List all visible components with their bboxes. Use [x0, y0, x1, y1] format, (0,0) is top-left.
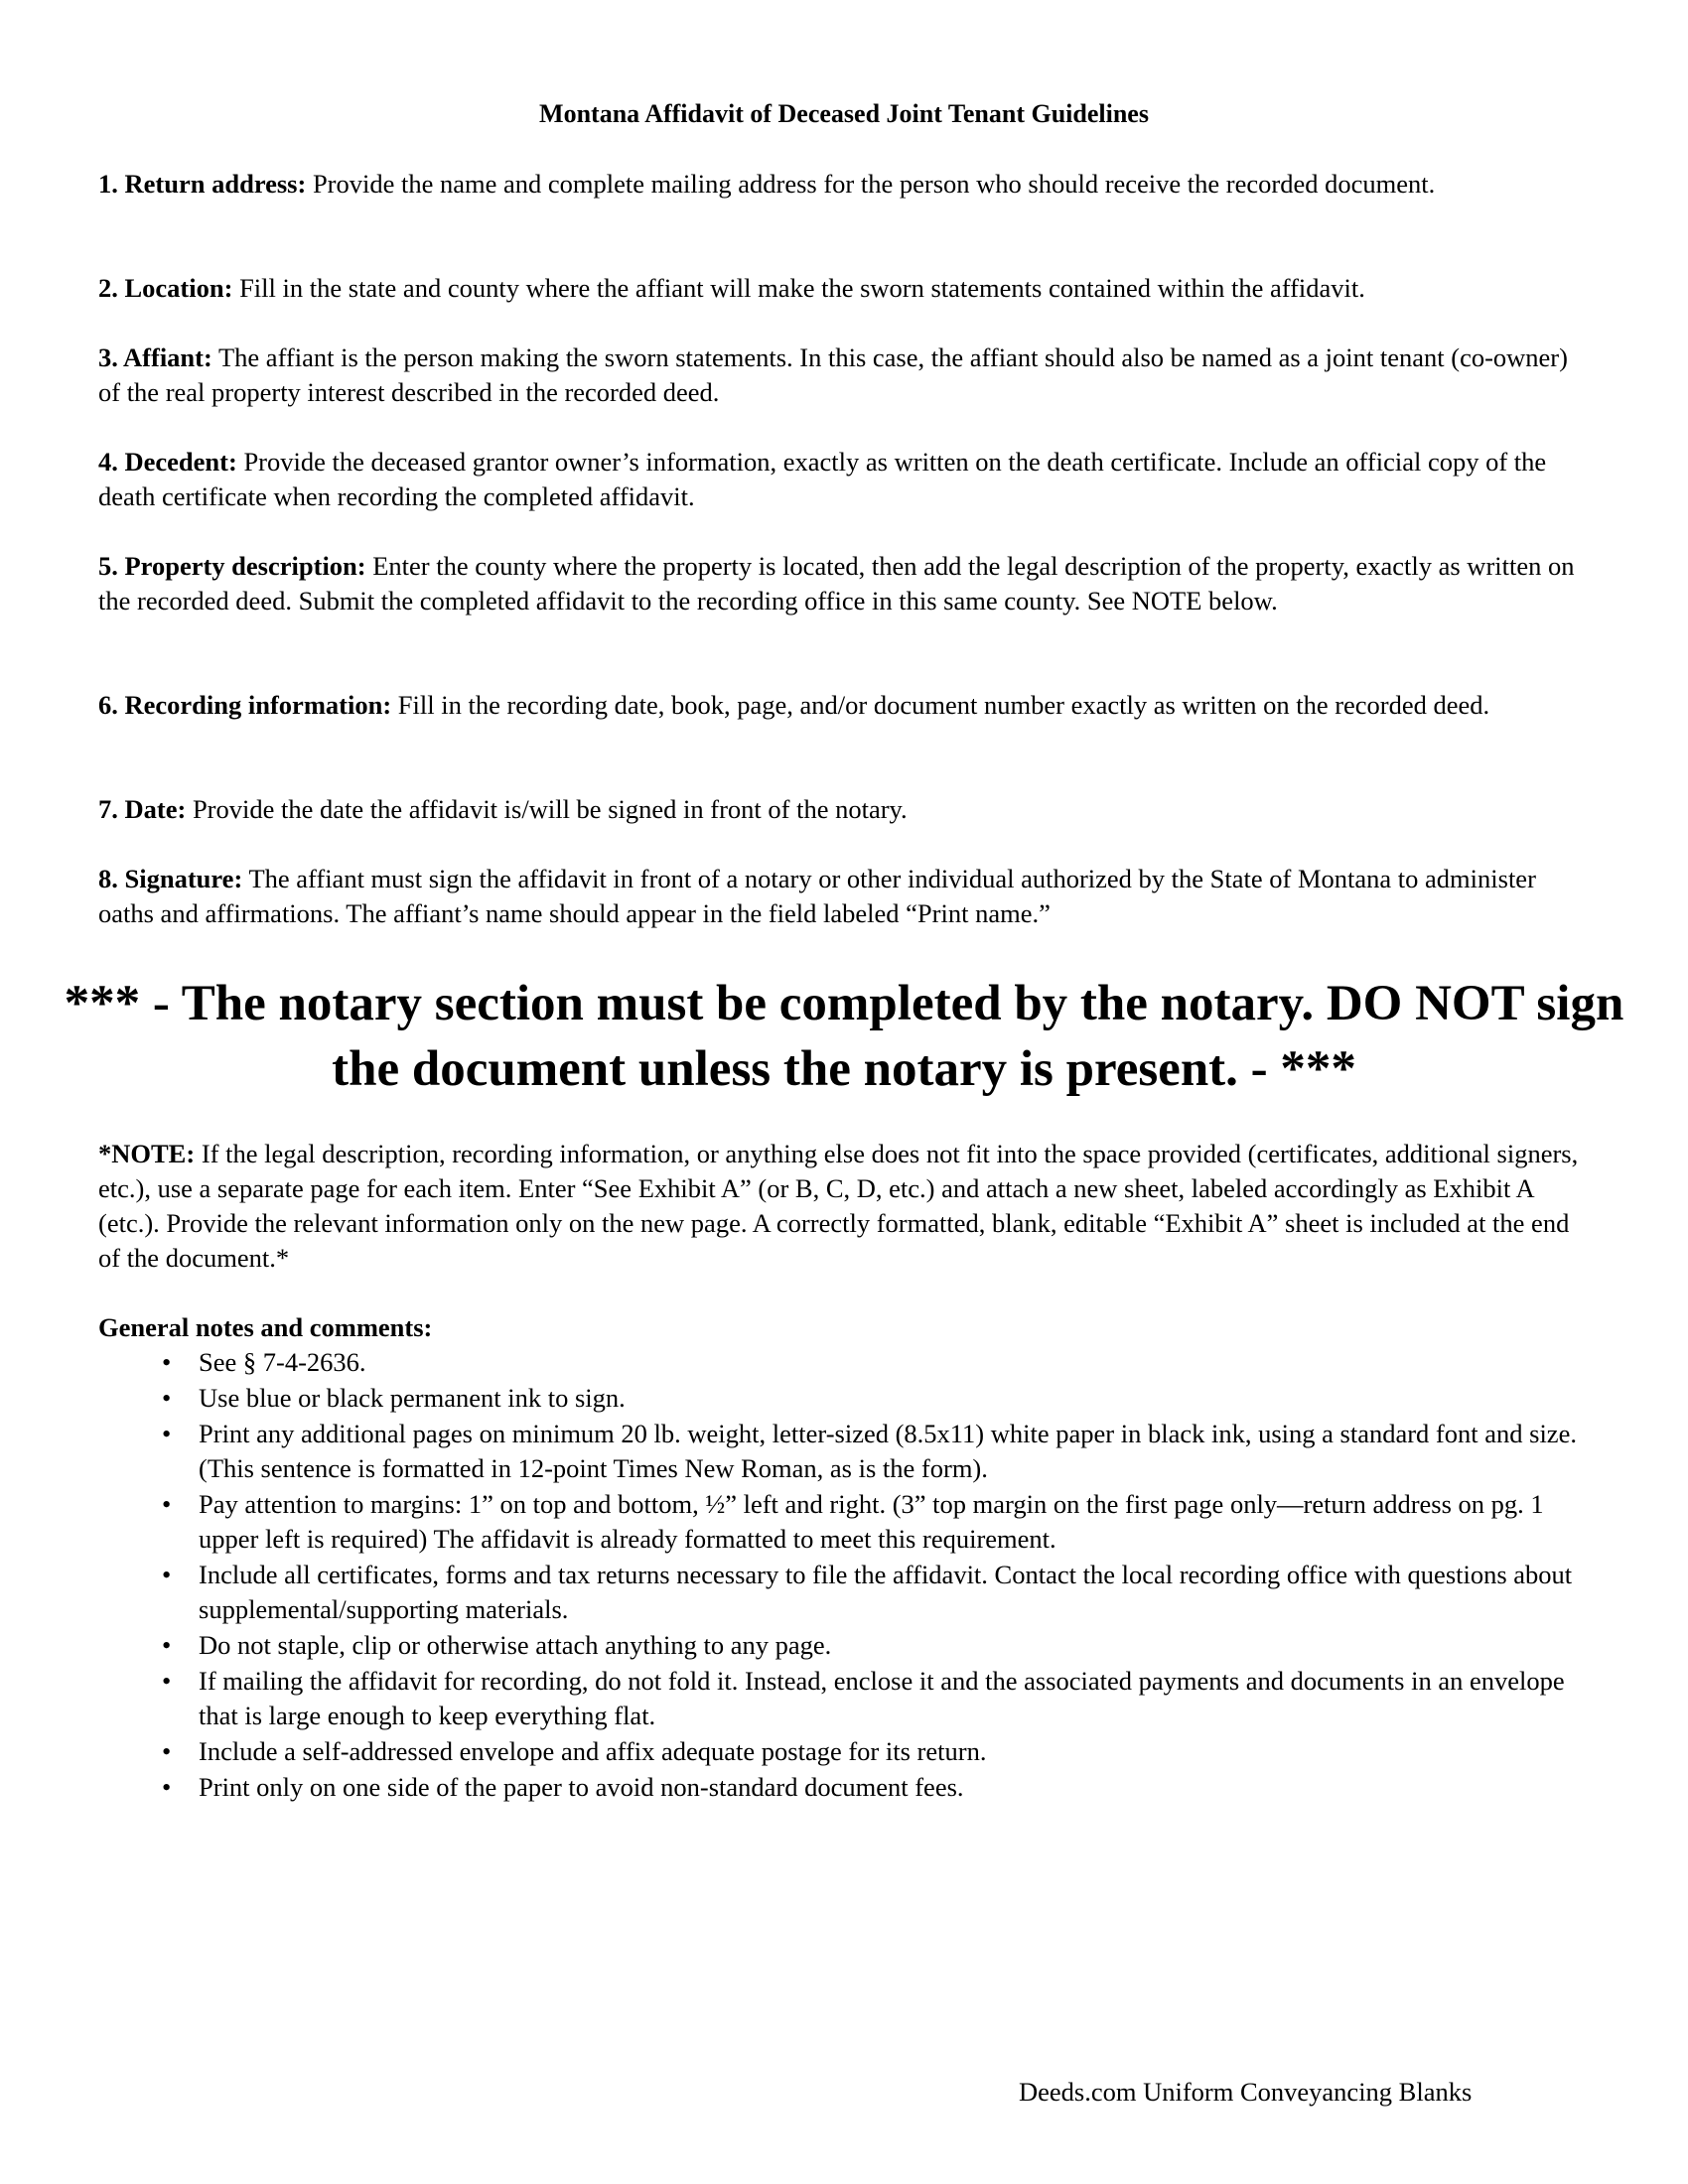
list-item-text: See § 7-4-2636.	[199, 1347, 366, 1377]
footer-text: Deeds.com Uniform Conveyancing Blanks	[1019, 2077, 1473, 2107]
section-text: Provide the name and complete mailing address for the person who should receive the recorded document.	[312, 169, 1436, 199]
list-item	[98, 1734, 1598, 1769]
list-item-text: Do not staple, clip or otherwise attach anything to any page.	[199, 1630, 832, 1660]
section-label: 7. Date:	[98, 794, 187, 824]
bullet-icon: •	[162, 1736, 172, 1766]
section-label: 1. Return address:	[98, 169, 307, 199]
list-item-text: Include all certificates, forms and tax returns necessary to file the affidavit. Contact the local recording office with questions about supplemental/supporting materials.	[199, 1560, 1573, 1624]
bullet-icon: •	[162, 1560, 172, 1589]
section-recording-information	[98, 688, 1593, 723]
section-affiant	[98, 341, 1593, 410]
list-item-text: Include a self-addressed envelope and affix adequate postage for its return.	[199, 1736, 987, 1766]
list-item	[98, 1770, 1598, 1805]
notary-warning: *** - The notary section must be completed by the notary. DO NOT sign the document unless the notary is present. - ***	[64, 976, 1624, 1097]
section-location	[98, 271, 1593, 306]
list-item	[98, 1487, 1598, 1557]
section-label: 8. Signature:	[98, 864, 243, 893]
section-text: The affiant must sign the affidavit in front of a notary or other individual authorized by the State of Montana to administer oaths and affirmations. The affiant’s name should appear in the field labeled “Print name.”	[98, 864, 1536, 928]
section-text: Provide the deceased grantor owner’s information, exactly as written on the death certificate. Include an official copy of the death certificate when recording the completed affidavit.	[98, 447, 1547, 511]
bullet-icon: •	[162, 1772, 172, 1802]
note-text: If the legal description, recording information, or anything else does not fit into the space provided (certificates, additional signers, etc.), use a separate page for each item. Enter “See Exhibit A” (or B, C, D, etc.) and attach a new sheet, labeled accordingly as Exhibit A (etc.). Provide the relevant information only on the new page. A correctly formatted, blank, editable “Exhibit A” sheet is included at the end of the document.*	[98, 1139, 1579, 1273]
section-text: Fill in the recording date, book, page, and/or document number exactly as written on the recorded deed.	[397, 690, 1490, 720]
section-decedent	[98, 445, 1593, 514]
list-item	[98, 1381, 1598, 1416]
section-text: Provide the date the affidavit is/will be signed in front of the notary.	[192, 794, 908, 824]
general-notes-list	[98, 1345, 1598, 1806]
section-text: The affiant is the person making the sworn statements. In this case, the affiant should also be named as a joint tenant (co-owner) of the real property interest described in the recorded deed.	[98, 342, 1568, 407]
section-label: 2. Location:	[98, 273, 233, 303]
list-item	[98, 1417, 1598, 1486]
general-notes-heading: General notes and comments:	[98, 1312, 433, 1342]
section-signature	[98, 862, 1593, 931]
list-item-text: If mailing the affidavit for recording, do not fold it. Instead, enclose it and the associated payments and documents in an envelope that is large enough to keep everything flat.	[199, 1666, 1565, 1730]
list-item	[98, 1664, 1598, 1733]
note-paragraph	[98, 1137, 1593, 1276]
bullet-icon: •	[162, 1383, 172, 1413]
list-item	[98, 1628, 1598, 1663]
section-return-address	[98, 167, 1593, 202]
section-date	[98, 792, 1593, 827]
list-item-text: Pay attention to margins: 1” on top and bottom, ½” left and right. (3” top margin on the first page only—return address on pg. 1 upper left is required) The affidavit is already formatted to meet this requirement.	[199, 1489, 1544, 1554]
bullet-icon: •	[162, 1666, 172, 1696]
section-label: 4. Decedent:	[98, 447, 237, 477]
section-property-description	[98, 549, 1593, 618]
document-title: Montana Affidavit of Deceased Joint Tenant Guidelines	[539, 99, 1149, 128]
list-item-text: Print any additional pages on minimum 20 lb. weight, letter-sized (8.5x11) white paper in black ink, using a standard font and size. (This sentence is formatted in 12-point Times New Roman, as is the form).	[199, 1419, 1577, 1483]
list-item-text: Print only on one side of the paper to avoid non-standard document fees.	[199, 1772, 964, 1802]
note-label: *NOTE:	[98, 1139, 196, 1168]
list-item	[98, 1558, 1598, 1627]
section-text: Enter the county where the property is located, then add the legal description of the property, exactly as written on the recorded deed. Submit the completed affidavit to the recording office in this same county. See NOTE below.	[98, 551, 1575, 615]
section-text: Fill in the state and county where the affiant will make the sworn statements contained within the affidavit.	[239, 273, 1365, 303]
bullet-icon: •	[162, 1489, 172, 1519]
list-item-text: Use blue or black permanent ink to sign.	[199, 1383, 626, 1413]
section-label: 6. Recording information:	[98, 690, 392, 720]
bullet-icon: •	[162, 1630, 172, 1660]
bullet-icon: •	[162, 1347, 172, 1377]
section-label: 5. Property description:	[98, 551, 366, 581]
bullet-icon: •	[162, 1419, 172, 1448]
section-label: 3. Affiant:	[98, 342, 212, 372]
list-item	[98, 1345, 1598, 1380]
